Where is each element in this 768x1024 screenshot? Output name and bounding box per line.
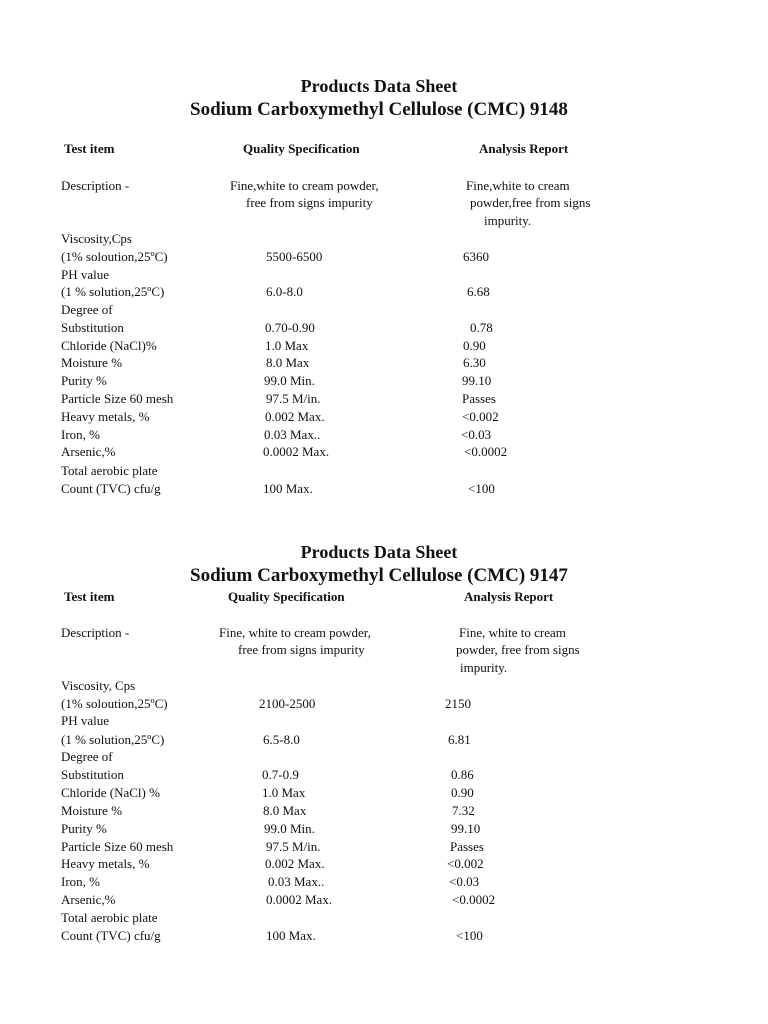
arsenic-label: Arsenic,%	[61, 444, 116, 459]
purity-label: Purity %	[61, 373, 107, 388]
header-analysis-report: Analysis Report	[479, 141, 569, 156]
substitution-label-line1: Degree of	[61, 749, 113, 764]
viscosity-label-line2: (1% soloution,25ºC)	[61, 249, 168, 264]
viscosity-spec: 5500-6500	[266, 249, 323, 264]
viscosity-report: 6360	[463, 249, 489, 264]
substitution-spec: 0.70-0.90	[265, 320, 315, 335]
chloride-spec: 1.0 Max	[265, 338, 309, 353]
particle-size-label: Particle Size 60 mesh	[61, 839, 174, 854]
description-report-line1: Fine, white to cream	[459, 625, 566, 640]
tvc-label-line2: Count (TVC) cfu/g	[61, 481, 161, 496]
particle-size-label: Particle Size 60 mesh	[61, 391, 174, 406]
substitution-label-line2: Substitution	[61, 767, 124, 782]
ph-label-line1: PH value	[61, 267, 110, 282]
description-report-line1: Fine,white to cream	[466, 178, 570, 193]
substitution-label-line1: Degree of	[61, 302, 113, 317]
arsenic-report: <0.0002	[452, 892, 496, 907]
heavy-metals-label: Heavy metals, %	[61, 856, 150, 871]
ph-label-line1: PH value	[61, 713, 110, 728]
arsenic-label: Arsenic,%	[61, 892, 116, 907]
header-quality-specification: Quality Specification	[228, 589, 345, 604]
particle-size-report: Passes	[462, 391, 496, 406]
substitution-report: 0.78	[470, 320, 493, 335]
substitution-spec: 0.7-0.9	[262, 767, 299, 782]
ph-report: 6.68	[467, 284, 490, 299]
sheet-subtitle: Sodium Carboxymethyl Cellulose (CMC) 9147	[190, 565, 568, 586]
purity-report: 99.10	[462, 373, 492, 388]
description-report-line2: powder,free from signs	[470, 195, 591, 210]
viscosity-spec: 2100-2500	[259, 696, 316, 711]
header-test-item: Test item	[64, 589, 115, 604]
tvc-spec: 100 Max.	[263, 481, 313, 496]
sheet-title: Products Data Sheet	[300, 542, 458, 562]
sheet-subtitle: Sodium Carboxymethyl Cellulose (CMC) 9148	[190, 99, 568, 120]
arsenic-report: <0.0002	[464, 444, 508, 459]
tvc-label-line1: Total aerobic plate	[61, 463, 158, 478]
purity-spec: 99.0 Min.	[264, 373, 315, 388]
iron-spec: 0.03 Max..	[264, 427, 321, 442]
iron-label: Iron, %	[61, 874, 100, 889]
description-report-line3: impurity.	[460, 660, 508, 675]
tvc-report: <100	[468, 481, 495, 496]
chloride-spec: 1.0 Max	[262, 785, 306, 800]
purity-spec: 99.0 Min.	[264, 821, 315, 836]
viscosity-report: 2150	[445, 696, 471, 711]
viscosity-label-line2: (1% soloution,25ºC)	[61, 696, 168, 711]
viscosity-label-line1: Viscosity,Cps	[61, 231, 132, 246]
purity-label: Purity %	[61, 821, 107, 836]
tvc-spec: 100 Max.	[266, 928, 316, 943]
chloride-label: Chloride (NaCl)%	[61, 338, 157, 353]
ph-label-line2: (1 % solution,25ºC)	[61, 284, 165, 299]
sheet-title: Products Data Sheet	[300, 76, 458, 96]
iron-report: <0.03	[449, 874, 480, 889]
tvc-label-line1: Total aerobic plate	[61, 910, 158, 925]
moisture-spec: 8.0 Max	[263, 803, 307, 818]
description-label: Description -	[61, 625, 130, 640]
ph-label-line2: (1 % solution,25ºC)	[61, 732, 165, 747]
description-report-line2: powder, free from signs	[456, 642, 580, 657]
iron-spec: 0.03 Max..	[268, 874, 325, 889]
substitution-label-line2: Substitution	[61, 320, 124, 335]
heavy-metals-spec: 0.002 Max.	[265, 409, 325, 424]
viscosity-label-line1: Viscosity, Cps	[61, 678, 136, 693]
heavy-metals-spec: 0.002 Max.	[265, 856, 325, 871]
particle-size-spec: 97.5 M/in.	[266, 391, 321, 406]
iron-label: Iron, %	[61, 427, 100, 442]
moisture-label: Moisture %	[61, 355, 123, 370]
ph-spec: 6.0-8.0	[266, 284, 303, 299]
tvc-report: <100	[456, 928, 483, 943]
description-spec-line2: free from signs impurity	[238, 642, 365, 657]
iron-report: <0.03	[461, 427, 492, 442]
header-analysis-report: Analysis Report	[464, 589, 554, 604]
particle-size-spec: 97.5 M/in.	[266, 839, 321, 854]
header-test-item: Test item	[64, 141, 115, 156]
tvc-label-line2: Count (TVC) cfu/g	[61, 928, 161, 943]
description-spec-line1: Fine, white to cream powder,	[219, 625, 371, 640]
moisture-report: 7.32	[452, 803, 475, 818]
moisture-spec: 8.0 Max	[266, 355, 310, 370]
arsenic-spec: 0.0002 Max.	[266, 892, 333, 907]
chloride-report: 0.90	[463, 338, 486, 353]
chloride-report: 0.90	[451, 785, 474, 800]
particle-size-report: Passes	[450, 839, 484, 854]
description-report-line3: impurity.	[484, 213, 532, 228]
description-label: Description -	[61, 178, 130, 193]
moisture-label: Moisture %	[61, 803, 123, 818]
header-quality-specification: Quality Specification	[243, 141, 360, 156]
purity-report: 99.10	[451, 821, 481, 836]
chloride-label: Chloride (NaCl) %	[61, 785, 160, 800]
ph-spec: 6.5-8.0	[263, 732, 300, 747]
description-spec-line1: Fine,white to cream powder,	[230, 178, 379, 193]
description-spec-line2: free from signs impurity	[246, 195, 373, 210]
moisture-report: 6.30	[463, 355, 486, 370]
heavy-metals-report: <0.002	[462, 409, 499, 424]
heavy-metals-report: <0.002	[447, 856, 484, 871]
heavy-metals-label: Heavy metals, %	[61, 409, 150, 424]
arsenic-spec: 0.0002 Max.	[263, 444, 330, 459]
substitution-report: 0.86	[451, 767, 474, 782]
ph-report: 6.81	[448, 732, 471, 747]
